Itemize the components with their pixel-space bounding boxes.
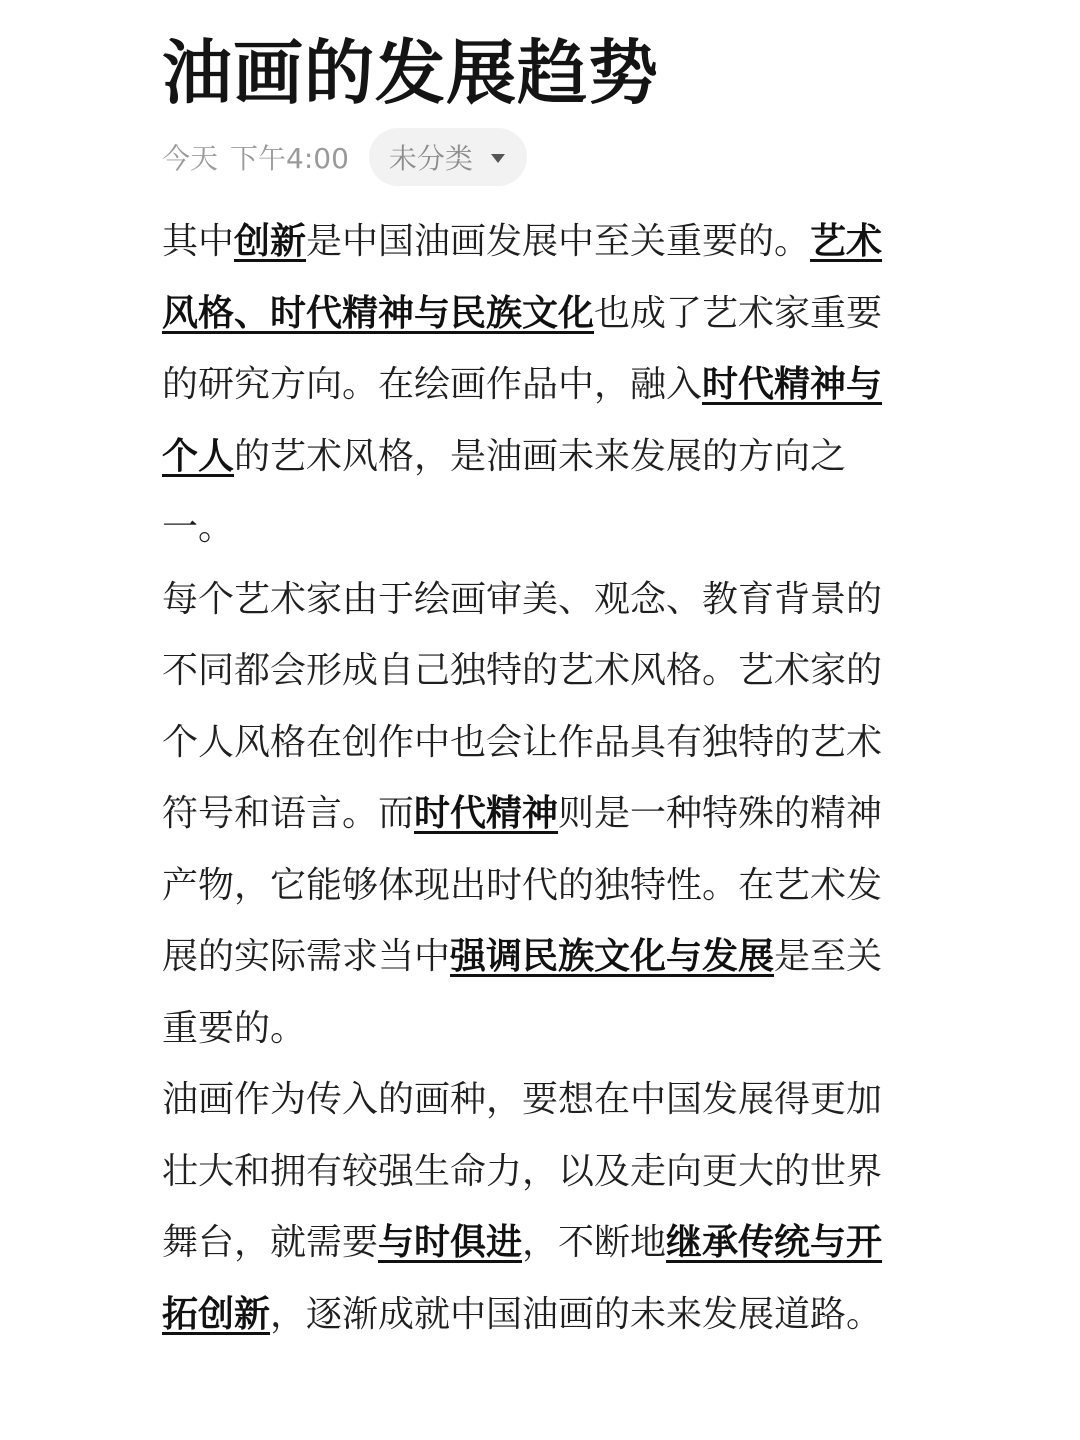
timestamp-day: 今天 [162, 142, 219, 175]
timestamp [162, 137, 349, 177]
note-meta [162, 128, 902, 186]
note-page [162, 30, 902, 1350]
text-run: 每个艺术家由于绘画审美、观念、教育背景的不同都会形成自己独特的艺术风格。艺术家的个人风格在创作中也会让作品具有独特的艺术符号和语言。而 [162, 578, 883, 834]
text-run: 是至关重要的。 [162, 936, 883, 1049]
text-run: 的艺术风格，是油画未来发展的方向之一。 [162, 435, 847, 548]
text-run: ，不断地 [522, 1222, 667, 1263]
chevron-down-icon [491, 154, 505, 163]
paragraph [162, 564, 902, 1065]
text-run: 其中 [162, 221, 235, 262]
paragraph [162, 1064, 902, 1350]
note-title: 油画的发展趋势 [162, 32, 659, 114]
highlighted-phrase: 时代精神 [414, 793, 559, 834]
highlighted-phrase: 与时俱进 [378, 1222, 523, 1263]
text-run: 是中国油画发展中至关重要的。 [306, 221, 811, 262]
highlighted-phrase: 继承传统与开拓创新 [162, 1222, 883, 1335]
highlighted-phrase: 艺术风格、时代精神与民族文化 [162, 221, 883, 334]
note-body[interactable] [162, 206, 902, 1350]
highlighted-phrase: 强调民族文化与发展 [450, 936, 775, 977]
text-run: ，逐渐成就中国油画的未来发展道路。 [270, 1293, 883, 1335]
highlighted-phrase: 时代精神与个人 [162, 364, 883, 477]
category-dropdown[interactable] [369, 128, 527, 186]
text-run: 也成了艺术家重要的研究方向。在绘画作品中，融入 [162, 292, 883, 405]
highlighted-phrase: 创新 [234, 221, 307, 262]
text-run: 则是一种特殊的精神产物，它能够体现出时代的独特性。在艺术发展的实际需求当中 [162, 793, 883, 977]
paragraph [162, 206, 902, 564]
category-label: 未分类 [388, 142, 473, 175]
text-run: 油画作为传入的画种，要想在中国发展得更加壮大和拥有较强生命力，以及走向更大的世界舞台，就需要 [162, 1079, 883, 1263]
timestamp-time: 下午4:00 [230, 142, 349, 175]
